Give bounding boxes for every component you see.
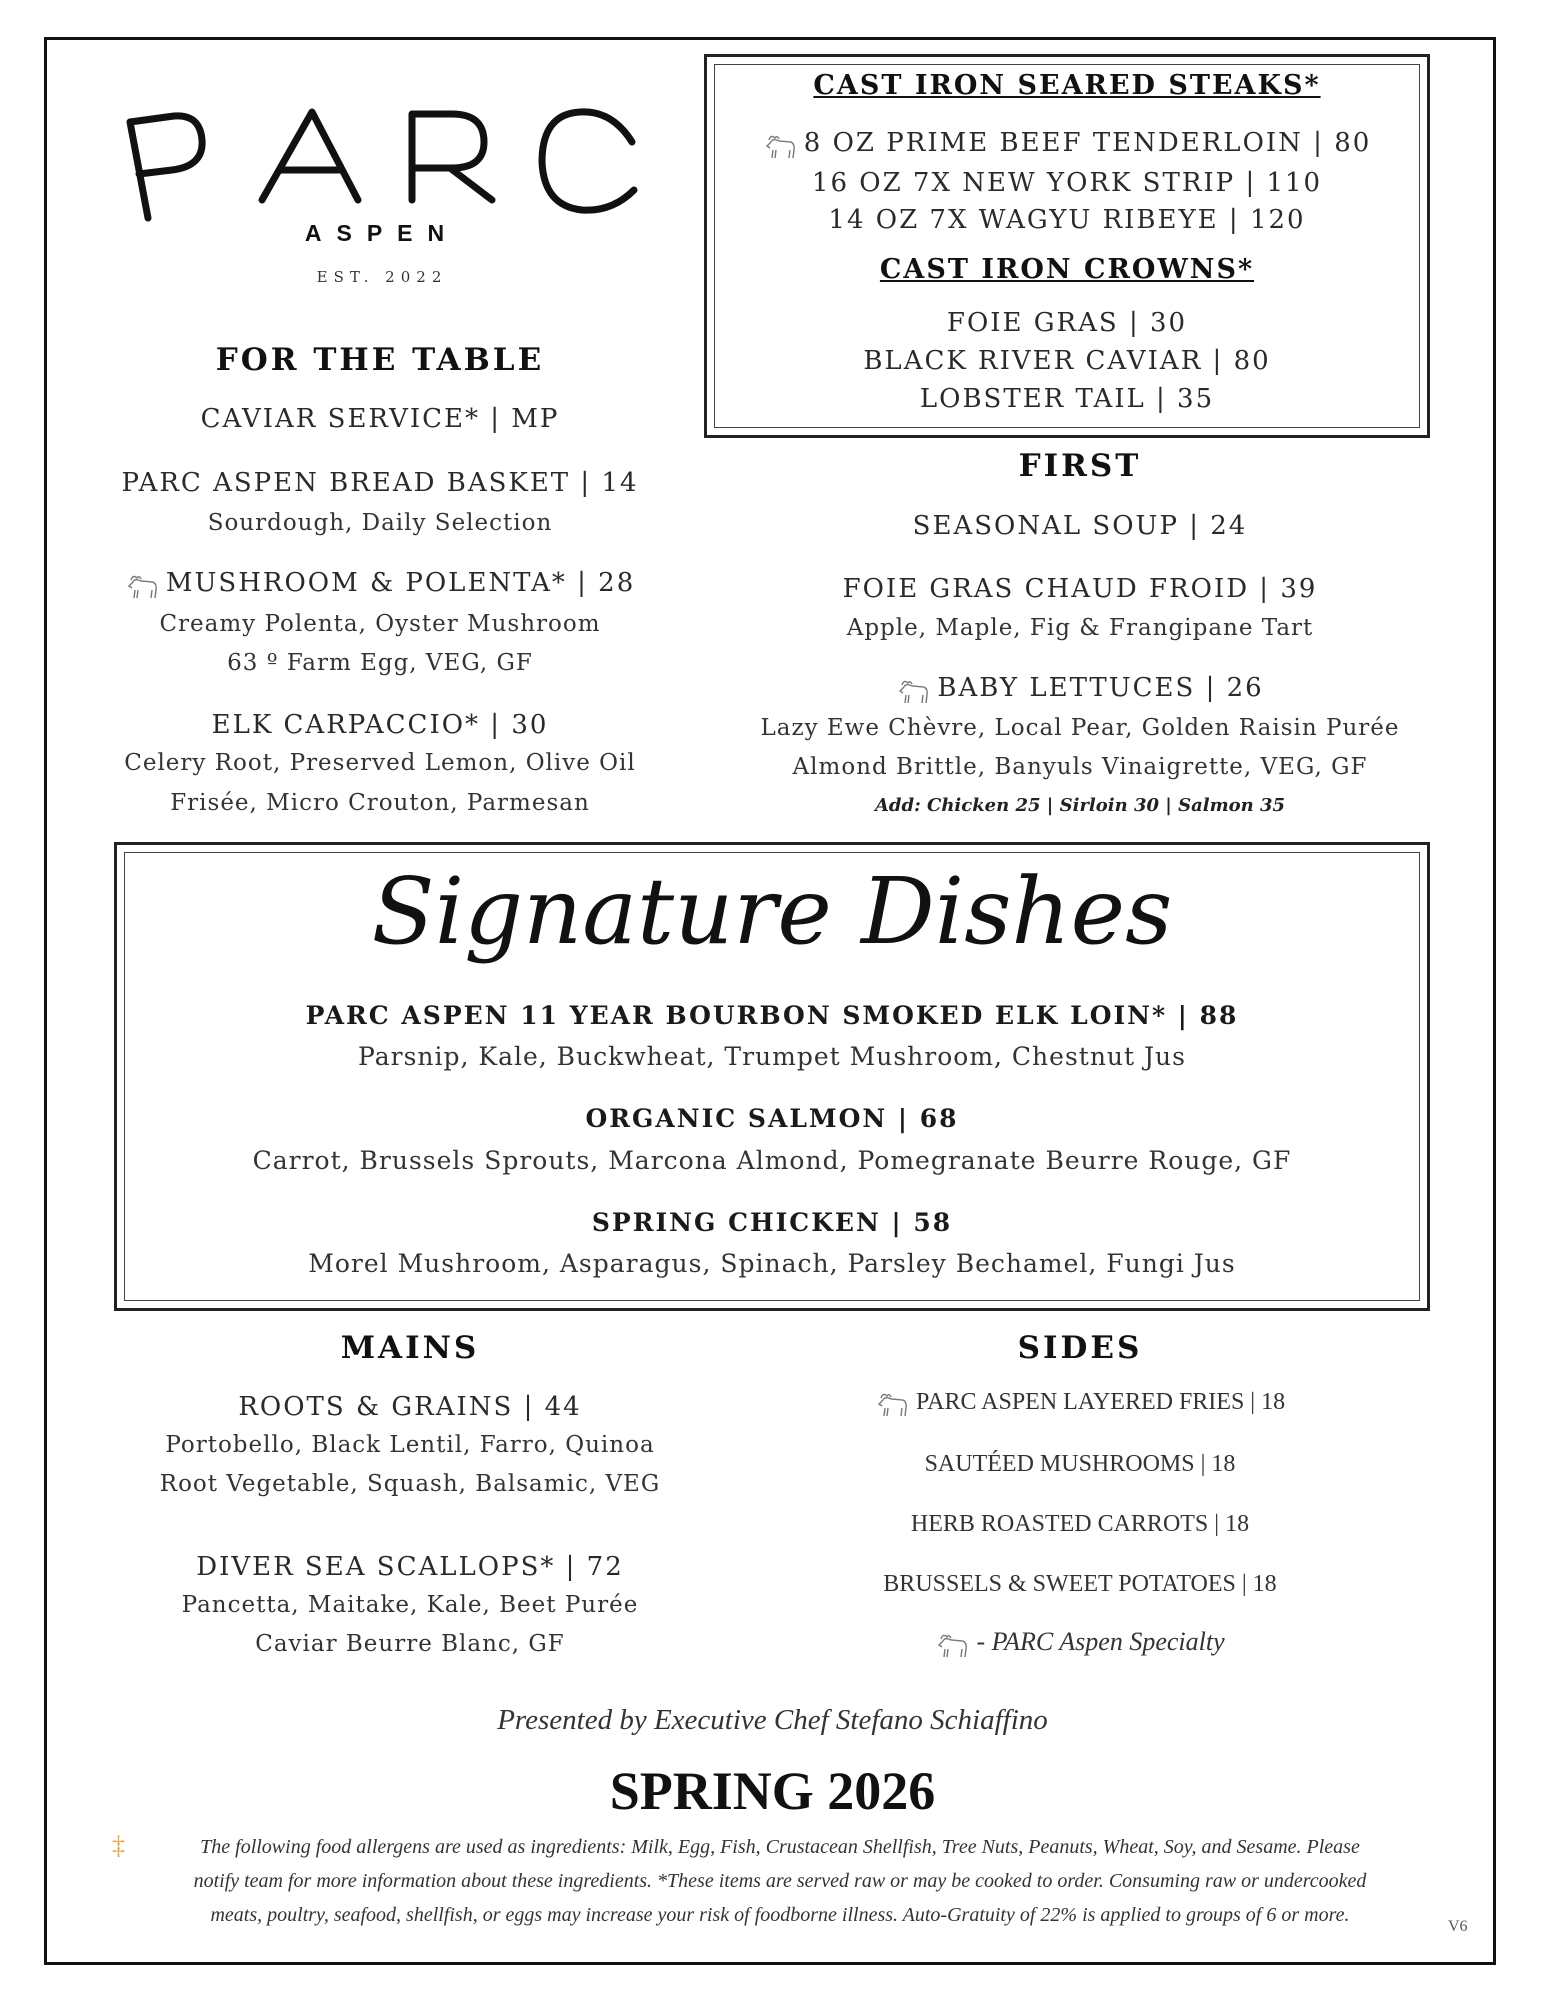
signature-item-chicken: SPRING CHICKEN | 58	[591, 1208, 953, 1237]
section-title-mains: MAINS	[340, 1330, 480, 1366]
mains-item-roots-desc2: Root Vegetable, Squash, Balsamic, VEG	[159, 1471, 661, 1497]
first-item-lettuces-label: BABY LETTUCES | 26	[937, 673, 1264, 703]
signature-item-chicken-desc: Morel Mushroom, Asparagus, Spinach, Parsley Bechamel, Fungi Jus	[308, 1249, 1236, 1278]
first-item-foie-desc: Apple, Maple, Fig & Frangipane Tart	[846, 615, 1314, 641]
season-title: SPRING 2026	[609, 1761, 936, 1821]
specialty-legend-label: - PARC Aspen Specialty	[976, 1627, 1225, 1656]
crowns-title: CAST IRON CROWNS*	[879, 254, 1255, 285]
section-title-table: FOR THE TABLE	[215, 342, 545, 378]
table-item-mushroom-desc1: Creamy Polenta, Oyster Mushroom	[159, 611, 601, 637]
sides-item-brussels: BRUSSELS & SWEET POTATOES | 18	[883, 1571, 1277, 1597]
section-title-sides: SIDES	[1017, 1330, 1143, 1366]
logo-wordmark	[112, 100, 652, 230]
sides-item-fries	[760, 1389, 1400, 1420]
crown-item-foie: FOIE GRAS | 30	[946, 308, 1188, 338]
chef-credit: Presented by Executive Chef Stefano Schiaffino	[497, 1704, 1048, 1736]
first-item-lettuces-desc2: Almond Brittle, Banyuls Vinaigrette, VEG, GF	[792, 754, 1368, 780]
allergen-dagger: ‡	[112, 1831, 125, 1860]
logo-location: ASPEN	[304, 220, 460, 246]
logo-established: EST. 2022	[316, 268, 448, 286]
table-item-caviar: CAVIAR SERVICE* | MP	[200, 404, 560, 434]
signature-item-salmon: ORGANIC SALMON | 68	[585, 1104, 959, 1133]
table-item-elk: ELK CARPACCIO* | 30	[211, 710, 549, 740]
signature-title: Signature Dishes	[371, 858, 1173, 965]
specialty-legend	[760, 1627, 1400, 1661]
goat-icon	[896, 677, 932, 707]
table-item-mushroom-desc2: 63 º Farm Egg, VEG, GF	[227, 650, 533, 676]
mains-item-scallops-desc2: Caviar Beurre Blanc, GF	[255, 1631, 565, 1657]
crown-item-lobster: LOBSTER TAIL | 35	[919, 384, 1215, 414]
sides-item-carrots: HERB ROASTED CARROTS | 18	[910, 1511, 1250, 1537]
goat-icon	[875, 1390, 911, 1420]
goat-icon	[935, 1631, 971, 1661]
crown-item-caviar: BLACK RIVER CAVIAR | 80	[863, 346, 1271, 376]
signature-item-elk: PARC ASPEN 11 YEAR BOURBON SMOKED ELK LOIN* | 88	[305, 1001, 1239, 1030]
sides-item-mushrooms: SAUTÉED MUSHROOMS | 18	[924, 1451, 1236, 1477]
steak-item-strip: 16 OZ 7X NEW YORK STRIP | 110	[811, 168, 1323, 198]
allergen-note-line2: notify team for more information about these ingredients. *These items are served raw or may be cooked to order. Consuming raw or undercooked	[193, 1870, 1367, 1892]
section-title-first: FIRST	[1018, 448, 1142, 484]
first-item-add-ons: Add: Chicken 25 | Sirloin 30 | Salmon 35	[874, 795, 1286, 816]
table-item-bread: PARC ASPEN BREAD BASKET | 14	[121, 468, 639, 498]
version-label: V6	[1448, 1918, 1468, 1935]
allergen-note-line1: The following food allergens are used as ingredients: Milk, Egg, Fish, Crustacean Shellfish, Tree Nuts, Peanuts, Wheat, Soy, and Sesame. Please	[200, 1836, 1360, 1858]
steaks-title: CAST IRON SEARED STEAKS*	[813, 70, 1321, 101]
steak-item-tenderloin	[704, 128, 1430, 162]
first-item-soup: SEASONAL SOUP | 24	[912, 511, 1248, 541]
signature-item-salmon-desc: Carrot, Brussels Sprouts, Marcona Almond, Pomegranate Beurre Rouge, GF	[252, 1146, 1292, 1175]
first-item-foie: FOIE GRAS CHAUD FROID | 39	[842, 574, 1318, 604]
logo	[112, 100, 652, 300]
table-item-mushroom-label: MUSHROOM & POLENTA* | 28	[165, 568, 636, 598]
signature-item-elk-desc: Parsnip, Kale, Buckwheat, Trumpet Mushroom, Chestnut Jus	[358, 1042, 1186, 1071]
table-item-mushroom	[80, 568, 680, 602]
first-item-lettuces	[760, 673, 1400, 707]
mains-item-scallops-desc1: Pancetta, Maitake, Kale, Beet Purée	[181, 1592, 639, 1618]
table-item-elk-desc1: Celery Root, Preserved Lemon, Olive Oil	[124, 750, 636, 776]
mains-item-scallops: DIVER SEA SCALLOPS* | 72	[196, 1552, 624, 1582]
steak-item-label: 8 OZ PRIME BEEF TENDERLOIN | 80	[803, 128, 1372, 158]
goat-icon	[125, 572, 161, 602]
table-item-bread-desc: Sourdough, Daily Selection	[207, 510, 553, 536]
mains-item-roots: ROOTS & GRAINS | 44	[238, 1392, 582, 1422]
table-item-elk-desc2: Frisée, Micro Crouton, Parmesan	[170, 790, 590, 816]
sides-item-fries-label: PARC ASPEN LAYERED FRIES | 18	[915, 1389, 1286, 1415]
goat-icon	[763, 132, 799, 162]
first-item-lettuces-desc1: Lazy Ewe Chèvre, Local Pear, Golden Raisin Purée	[760, 715, 1400, 741]
steak-item-ribeye: 14 OZ 7X WAGYU RIBEYE | 120	[828, 205, 1306, 235]
mains-item-roots-desc1: Portobello, Black Lentil, Farro, Quinoa	[165, 1432, 655, 1458]
allergen-note-line3: meats, poultry, seafood, shellfish, or eggs may increase your risk of foodborne illness. Auto-Gratuity of 22% is applied to groups of 6 or more.	[210, 1904, 1350, 1926]
